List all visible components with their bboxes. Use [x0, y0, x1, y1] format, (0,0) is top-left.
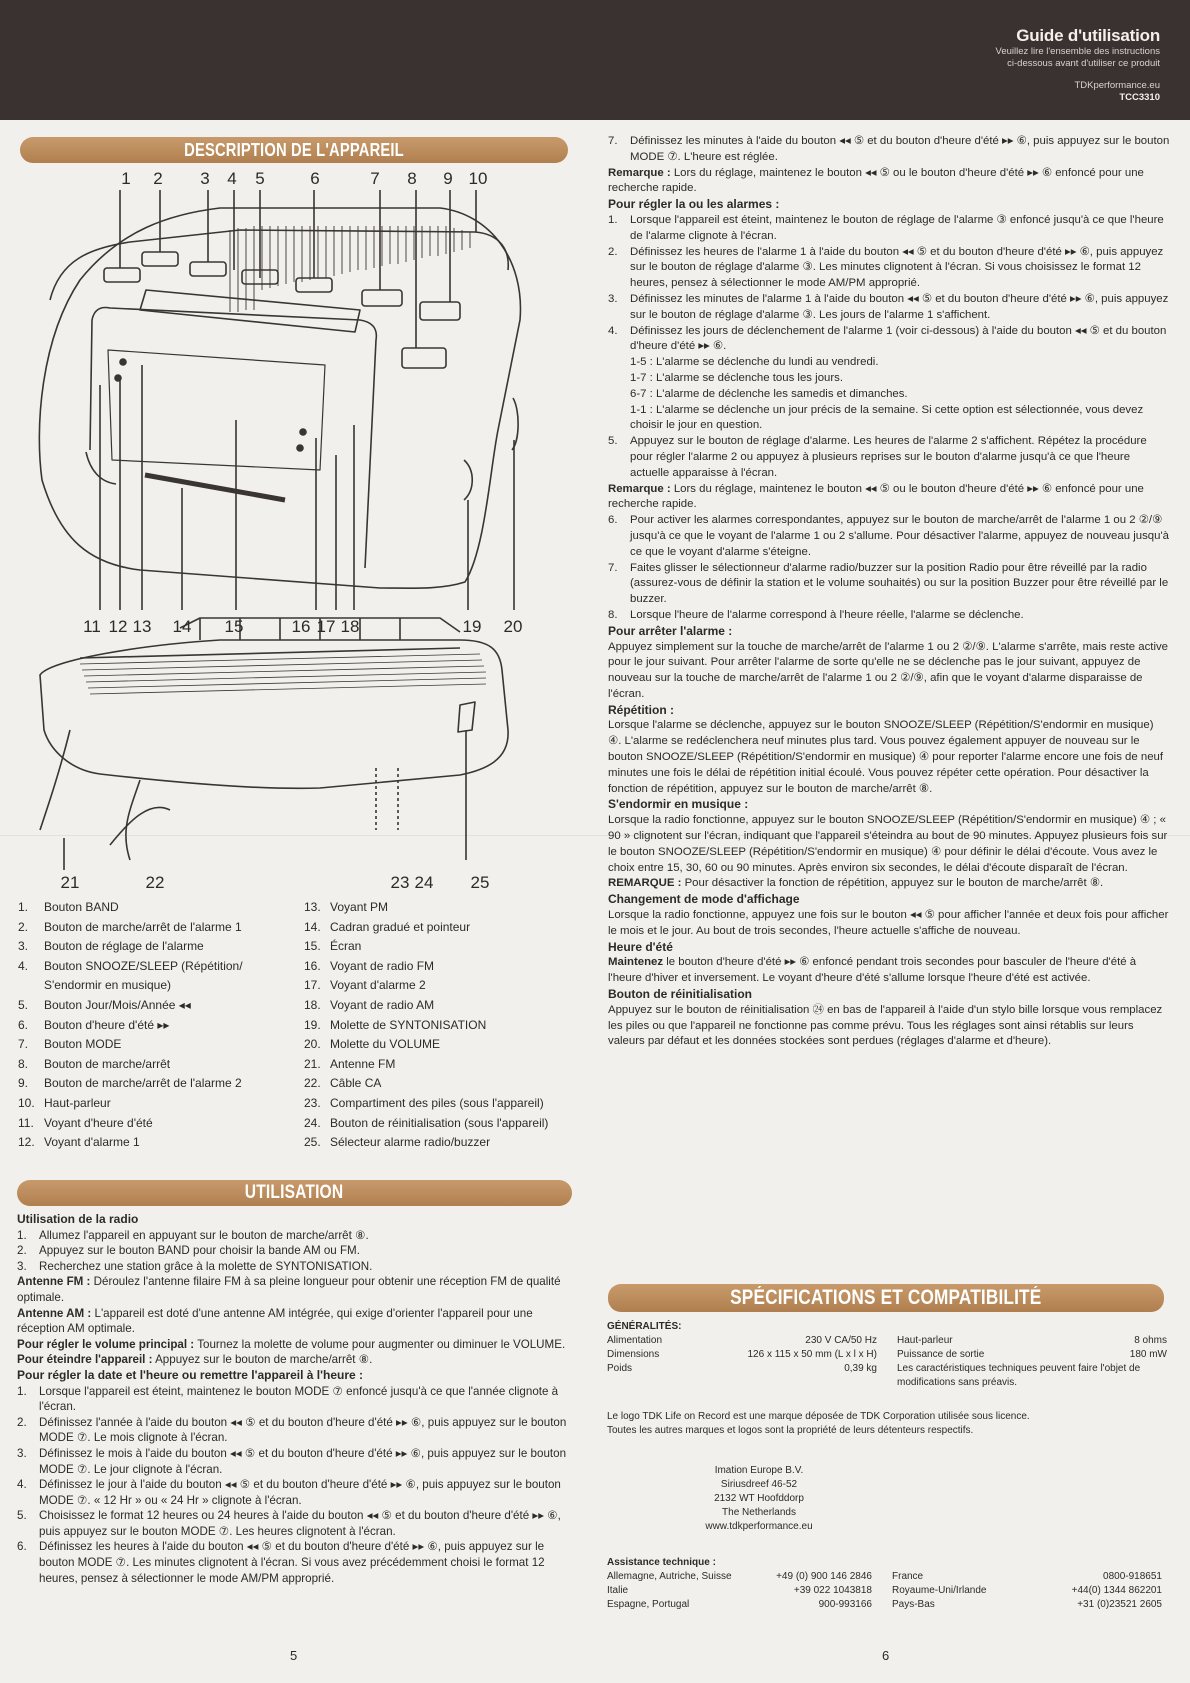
callout-1: 1	[121, 170, 131, 188]
callout-19: 19	[462, 617, 482, 636]
guide-title: Guide d'utilisation	[1016, 26, 1160, 45]
list-item: 4. Bouton SNOOZE/SLEEP (Répétition/	[18, 958, 243, 973]
list-item: 1. Lorsque l'appareil est éteint, maintenez le bouton MODE ⑦ enfoncé jusqu'à ce que l'année clignote à l'écran.	[17, 1384, 559, 1414]
specs-note: Les caractéristiques techniques peuvent faire l'objet de modifications sans préavis.	[897, 1363, 1141, 1388]
note: Remarque : Lors du réglage, maintenez le bouton ◂◂ ⑤ ou le bouton d'heure d'été ▸▸ ⑥ enfoncé pour une recherche rapide.	[608, 166, 1144, 195]
clock-radio-diagram	[20, 170, 568, 890]
spec-row: Alimentation 230 V CA/50 Hz	[607, 1335, 877, 1346]
day-option: 1-1 : L'alarme se déclenche un jour précis de la semaine. Si cette option est sélectionnée, vous devez choisir le jour en question.	[630, 403, 1144, 432]
trademark-note: Le logo TDK Life on Record est une marque déposée de TDK Corporation utilisée sous licence.	[607, 1411, 1030, 1422]
note: Remarque : Lors du réglage, maintenez le bouton ◂◂ ⑤ ou le bouton d'heure d'été ▸▸ ⑥ enfoncé pour une recherche rapide.	[608, 482, 1144, 511]
specs-section	[607, 1320, 1167, 1612]
list-item: 1. Allumez l'appareil en appuyant sur le bouton de marche/arrêt ⑧.	[17, 1228, 369, 1242]
callout-6: 6	[310, 170, 320, 188]
paragraph: Lorsque la radio fonctionne, appuyez une fois sur le bouton ◂◂ ⑤ pour afficher l'année et deux fois pour afficher le mois et le jour. Au bout de trois secondes, l'heure actuelle s'affiche de nouveau.	[608, 909, 1169, 937]
phone-row: Royaume-Uni/Irlande +44(0) 1344 862201	[892, 1585, 1162, 1596]
specs-title: SPÉCIFICATIONS ET COMPATIBILITÉ	[608, 1284, 1164, 1312]
day-option: 1-5 : L'alarme se déclenche du lundi au vendredi.	[630, 356, 879, 369]
assistance-left	[607, 1570, 872, 1612]
list-item: 3. Bouton de réglage de l'alarme	[18, 939, 204, 954]
day-option: 6-7 : L'alarme de déclenche les samedis et dimanches.	[630, 387, 908, 400]
model-number: TCC3310	[1119, 92, 1160, 103]
callout-7: 7	[370, 170, 380, 188]
callout-4: 4	[227, 170, 237, 188]
callout-18: 18	[340, 617, 360, 636]
list-item: 1. Bouton BAND	[18, 900, 119, 914]
callout-2: 2	[153, 170, 163, 188]
generalites-label: GÉNÉRALITÉS:	[607, 1321, 682, 1332]
list-item: 24. Bouton de réinitialisation (sous l'appareil)	[304, 1115, 549, 1130]
list-item: 5. Appuyez sur le bouton de réglage d'alarme. Les heures de l'alarme 2 s'affichent. Répétez la procédure pour régler l'alarme 2 ou appuyez à plusieurs reprises sur le bouton d'alarme jusqu'à ce que l'heure actuelle apparaisse à l'écran.	[608, 435, 1147, 479]
list-item: 5. Choisissez le format 12 heures ou 24 heures à l'aide du bouton ◂◂ ⑤ et du bouton d'heure d'été ▸▸ ⑥, puis appuyez sur le bouton MODE ⑦. Les heures clignotent à l'écran.	[17, 1509, 561, 1538]
section-heading: Utilisation de la radio	[17, 1212, 139, 1226]
list-item: 2. Bouton de marche/arrêt de l'alarme 1	[18, 919, 242, 934]
callout-numbers-top	[121, 170, 487, 188]
assistance-right	[892, 1570, 1162, 1612]
list-item: 2. Définissez les heures de l'alarme 1 à l'aide du bouton ◂◂ ⑤ et du bouton d'heure d'été ▸▸ ⑥, puis appuyez sur le bouton de réglage d'alarme ③. Les minutes clignotent à l'écran. Si vous choisissez le format 12 heures, pensez à sélectionner le mode AM/PM approprié.	[608, 245, 1164, 290]
guide-line-2: ci-dessous avant d'utiliser ce produit	[1007, 58, 1160, 69]
section-heading: Bouton de réinitialisation	[608, 987, 753, 1002]
brands-note: Toutes les autres marques et logos sont la propriété de leurs détenteurs respectifs.	[607, 1425, 974, 1436]
day-option: 1-7 : L'alarme se déclenche tous les jours.	[630, 371, 844, 384]
list-item: 17. Voyant d'alarme 2	[304, 978, 426, 993]
instructions-column	[608, 134, 1170, 1050]
paragraph: Lorsque la radio fonctionne, appuyez sur le bouton SNOOZE/SLEEP (Répétition/S'endormir en musique) ④ ; « 90 » clignotent sur l'écran, indiquant que l'appareil s'éteindra au bout de 90 minutes. Appuyez plusieurs fois sur le bouton SNOOZE/SLEEP (Répétition/S'endormir en musique) ④ pour définir le délai d'écoute. Vous avez le choix entre 15, 30, 60 ou 90 minutes. Après environ six secondes, le délai d'écoute disparaît de l'écran.	[608, 814, 1168, 874]
list-item: 15. Écran	[304, 939, 362, 954]
specs-right	[897, 1334, 1167, 1390]
list-item: 3. Définissez le mois à l'aide du bouton ◂◂ ⑤ et du bouton d'heure d'été ▸▸ ⑥, puis appuyez sur le bouton MODE ⑦. Le jour clignote à l'écran.	[17, 1446, 567, 1476]
section-heading: S'endormir en musique :	[608, 797, 749, 812]
list-item: 13. Voyant PM	[304, 900, 389, 914]
paragraph: Maintenez le bouton d'heure d'été ▸▸ ⑥ enfoncé pendant trois secondes pour basculer de l'heure d'été à l'heure d'hiver et inversement. Le voyant d'heure d'été s'allume lorsque l'heure d'été est activée.	[608, 956, 1137, 985]
phone-row: Allemagne, Autriche, Suisse +49 (0) 900 146 2846	[607, 1571, 872, 1582]
page-number-right: 6	[882, 1648, 890, 1663]
spec-row: Puissance de sortie 180 mW	[897, 1349, 1167, 1360]
callout-17: 17	[316, 617, 336, 636]
section-heading: Pour régler la date et l'heure ou remettre l'appareil à l'heure :	[17, 1367, 364, 1382]
list-item: 7. Faites glisser le sélectionneur d'alarme radio/buzzer sur la position Radio pour être réveillé par la radio (assurez-vous de définir la station et le volume souhaités) ou sur la position Buzzer pour être réveillé par le buzzer.	[608, 561, 1169, 606]
description-title: DESCRIPTION DE L'APPAREIL	[20, 137, 568, 163]
list-item: 1. Lorsque l'appareil est éteint, maintenez le bouton de réglage de l'alarme ③ enfoncé jusqu'à ce que l'heure de l'alarme clignote à l'écran.	[608, 213, 1164, 242]
phone-row: Espagne, Portugal 900-993166	[607, 1599, 872, 1610]
callout-3: 3	[200, 170, 210, 188]
utilisation-section	[17, 1212, 573, 1586]
list-item: S'endormir en musique)	[44, 978, 172, 993]
callout-numbers-mid	[83, 617, 522, 636]
page-number-left: 5	[290, 1648, 298, 1663]
list-item: 2. Appuyez sur le bouton BAND pour choisir la bande AM ou FM.	[17, 1244, 360, 1258]
list-item: 5. Bouton Jour/Mois/Année ◂◂	[18, 997, 191, 1012]
callout-numbers-bottom	[61, 873, 490, 890]
section-heading: Répétition :	[608, 702, 674, 717]
spec-row: Haut-parleur 8 ohms	[897, 1335, 1167, 1346]
list-item: 4. Définissez les jours de déclenchement de l'alarme 1 (voir ci-dessous) à l'aide du bouton ◂◂ ⑤ et du bouton d'heure d'été ▸▸ ⑥.	[608, 324, 1167, 353]
callout-12: 12	[108, 617, 128, 636]
callout-24: 24	[414, 873, 434, 890]
callout-25: 25	[470, 873, 490, 890]
callout-16: 16	[291, 617, 311, 636]
list-item: 25. Sélecteur alarme radio/buzzer	[304, 1135, 491, 1150]
list-item: 21. Antenne FM	[304, 1056, 396, 1071]
guide-line-1: Veuillez lire l'ensemble des instructions	[995, 46, 1160, 57]
spec-row: Poids 0,39 kg	[607, 1363, 877, 1374]
list-item: 20. Molette du VOLUME	[304, 1037, 441, 1052]
callout-22: 22	[145, 873, 165, 890]
callout-9: 9	[443, 170, 453, 188]
section-heading: Pour régler la ou les alarmes :	[608, 197, 780, 212]
callout-11: 11	[83, 617, 101, 636]
header-info	[996, 26, 1160, 104]
paragraph: Pour régler le volume principal : Tournez la molette de volume pour augmenter ou diminuer le VOLUME.	[17, 1337, 566, 1351]
header-bar	[0, 0, 1190, 120]
section-heading: Changement de mode d'affichage	[608, 892, 800, 907]
list-item: 4. Définissez le jour à l'aide du bouton ◂◂ ⑤ et du bouton d'heure d'été ▸▸ ⑥, puis appuyez sur le bouton MODE ⑦. « 12 Hr » ou « 24 Hr » clignote à l'écran.	[17, 1478, 561, 1507]
callout-8: 8	[407, 170, 417, 188]
phone-row: Pays-Bas +31 (0)23521 2605	[892, 1599, 1162, 1610]
list-item: 6. Pour activer les alarmes correspondantes, appuyez sur le bouton de marche/arrêt de l'alarme 1 ou 2 ②/⑨ jusqu'à ce que le voyant de l'alarme 1 ou 2 s'allume. Pour désactiver l'alarme, appuyez de nouveau jusqu'à ce que le voyant d'alarme s'éteigne.	[608, 514, 1169, 558]
callout-5: 5	[255, 170, 265, 188]
list-item: 23. Compartiment des piles (sous l'appareil)	[304, 1095, 544, 1110]
callout-13: 13	[132, 617, 152, 636]
list-item: 12. Voyant d'alarme 1	[18, 1135, 140, 1150]
address-block: Imation Europe B.V. Siriusdreef 46-52 2132 WT Hoofddorp The Netherlands www.tdkperformance.eu	[705, 1465, 813, 1532]
list-item: 9. Bouton de marche/arrêt de l'alarme 2	[18, 1076, 242, 1091]
list-item: 8. Lorsque l'heure de l'alarme correspond à l'heure réelle, l'alarme se déclenche.	[608, 608, 1024, 621]
specs-left	[607, 1334, 877, 1390]
parts-list-right	[304, 898, 574, 1153]
list-item: 7. Bouton MODE	[18, 1037, 122, 1052]
section-heading: Pour arrêter l'alarme :	[608, 623, 733, 638]
list-item: 6. Définissez les heures à l'aide du bouton ◂◂ ⑤ et du bouton d'heure d'été ▸▸ ⑥, puis appuyez sur le bouton MODE ⑦. Les minutes clignotent à l'écran. Si vous avez précédemment choisi le format 12 heures, pensez à sélectionner le mode AM/PM approprié.	[17, 1540, 545, 1585]
list-item: 22. Câble CA	[304, 1076, 382, 1091]
paragraph: Antenne AM : L'appareil est doté d'une antenne AM intégrée, qui exige d'orienter l'appareil pour une réception AM optimale.	[17, 1306, 533, 1336]
paragraph: Antenne FM : Déroulez l'antenne filaire FM à sa pleine longueur pour obtenir une réception FM de qualité optimale.	[17, 1275, 561, 1304]
callout-10: 10	[468, 170, 488, 188]
paragraph: Lorsque l'alarme se déclenche, appuyez sur le bouton SNOOZE/SLEEP (Répétition/S'endormir en musique) ④. L'alarme se redéclenchera neuf minutes plus tard. Vous pouvez également appuyer de nouveau sur le bouton SNOOZE/SLEEP (Répétition/S'endormir en musique) ④ pour reporter l'alarme encore une fois de neuf minutes une fois le délai de répétition initial écoulé. Vous pouvez répéter cette opération. Pour désactiver la fonction de répétition, appuyez sur le bouton de marche/arrêt ⑧.	[608, 719, 1164, 795]
list-item: 19. Molette de SYNTONISATION	[304, 1017, 487, 1032]
note: REMARQUE : Pour désactiver la fonction de répétition, appuyez sur le bouton de marche/arrêt ⑧.	[608, 877, 1104, 890]
section-heading: Heure d'été	[608, 939, 673, 954]
phone-row: France 0800-918651	[892, 1571, 1162, 1582]
list-item: 14. Cadran gradué et pointeur	[304, 919, 471, 934]
parts-list-left	[18, 898, 288, 1153]
paragraph: Appuyez simplement sur la touche de marche/arrêt de l'alarme 1 ou 2 ②/⑨. L'alarme s'arrête, mais reste active pour le jour suivant. Pour arrêter l'alarme de sorte qu'elle ne se déclenche pas le jour suivant, appuyez de nouveau sur la touche de marche/arrêt de l'alarme 1 ou 2 ②/⑨, afin que le voyant d'alarme disparaisse de l'écran.	[608, 640, 1169, 700]
callout-21: 21	[60, 873, 80, 890]
utilisation-title: UTILISATION	[17, 1180, 572, 1206]
website: TDKperformance.eu	[1074, 80, 1160, 91]
callout-14: 14	[172, 617, 192, 636]
paragraph: Appuyez sur le bouton de réinitialisation ㉔ en bas de l'appareil à l'aide d'un stylo bille lorsque vous remplacez les piles ou que l'appareil ne fonctionne pas comme prévu. Tous les réglages sont ainsi rétablis sur leurs valeurs par défaut et les données stockées sont perdues (réglages d'alarme et d'heure).	[608, 1003, 1163, 1048]
paragraph: Pour éteindre l'appareil : Appuyez sur le bouton de marche/arrêt ⑧.	[17, 1353, 373, 1367]
phone-row: Italie +39 022 1043818	[607, 1585, 872, 1596]
list-item: 3. Recherchez une station grâce à la molette de SYNTONISATION.	[17, 1259, 373, 1273]
spec-row: Dimensions 126 x 115 x 50 mm (L x l x H)	[607, 1349, 877, 1360]
list-item: 10. Haut-parleur	[18, 1095, 111, 1110]
list-item: 16. Voyant de radio FM	[304, 958, 435, 973]
assistance-heading: Assistance technique :	[607, 1557, 716, 1568]
callout-15: 15	[224, 617, 244, 636]
callout-23: 23	[390, 873, 410, 890]
list-item: 18. Voyant de radio AM	[304, 997, 435, 1012]
list-item: 2. Définissez l'année à l'aide du bouton ◂◂ ⑤ et du bouton d'heure d'été ▸▸ ⑥, puis appuyez sur le bouton MODE ⑦. Le mois clignote à l'écran.	[17, 1415, 567, 1445]
callout-20: 20	[503, 617, 523, 636]
list-item: 11. Voyant d'heure d'été	[18, 1115, 153, 1130]
list-item: 7. Définissez les minutes à l'aide du bouton ◂◂ ⑤ et du bouton d'heure d'été ▸▸ ⑥, puis appuyez sur le bouton MODE ⑦. L'heure est réglée.	[608, 135, 1170, 163]
list-item: 8. Bouton de marche/arrêt	[18, 1056, 171, 1071]
list-item: 3. Définissez les minutes de l'alarme 1 à l'aide du bouton ◂◂ ⑤ et du bouton d'heure d'été ▸▸ ⑥, puis appuyez sur le bouton de réglage d'alarme ③. Les jours de l'alarme 1 s'affichent.	[608, 292, 1169, 321]
list-item: 6. Bouton d'heure d'été ▸▸	[18, 1017, 170, 1032]
